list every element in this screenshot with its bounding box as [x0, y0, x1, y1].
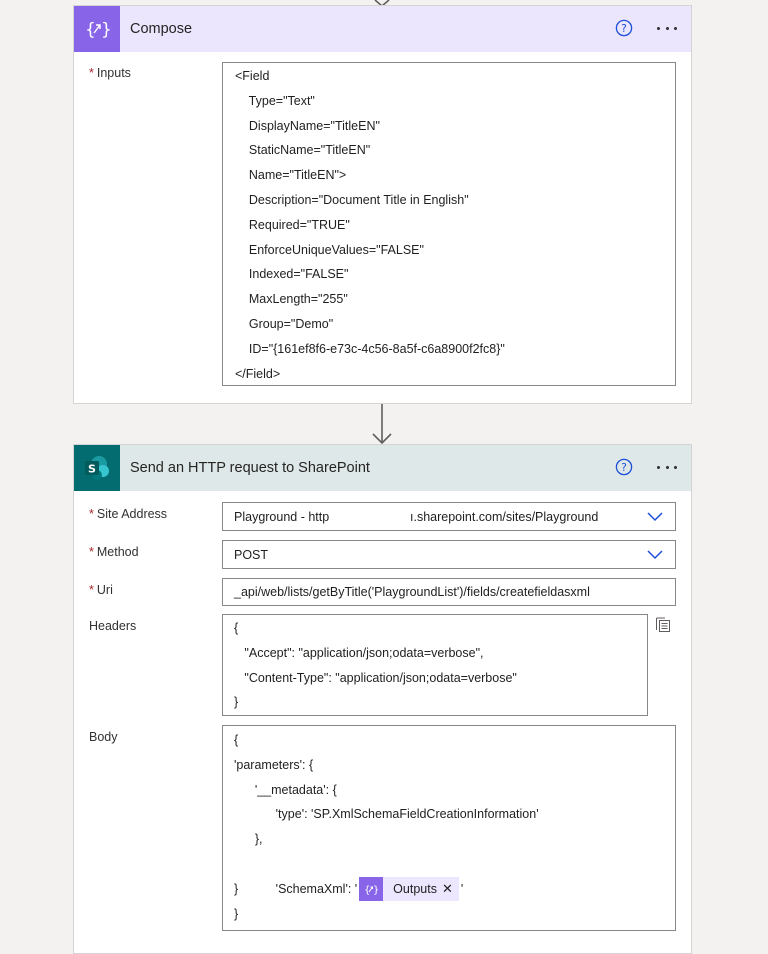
inputs-label: * Inputs [89, 66, 131, 80]
inputs-field[interactable] [222, 62, 676, 386]
inputs-code-line: ID="{161ef8f6-e73c-4c56-8a5f-c6a8900f2fc8}" [235, 341, 505, 356]
headers-code-line: "Content-Type": "application/json;odata=verbose" [234, 670, 517, 685]
body-code-line: 'type': 'SP.XmlSchemaFieldCreationInformation' [234, 807, 539, 822]
site-address-dropdown[interactable] [222, 502, 676, 531]
help-icon[interactable] [615, 458, 633, 476]
inputs-code-line: <Field [235, 69, 270, 83]
headers-field[interactable] [222, 614, 648, 716]
chevron-down-icon[interactable] [647, 512, 663, 522]
body-code-line: }, [234, 832, 263, 847]
inputs-code-line: Required="TRUE" [235, 217, 350, 232]
switch-to-text-mode-icon[interactable] [655, 617, 671, 633]
sharepoint-icon [74, 445, 120, 491]
body-schema-line: 'SchemaXml': ' { } Outputs ✕ ' [234, 852, 675, 877]
headers-code-line: { [234, 621, 239, 635]
site-address-label: * Site Address [89, 507, 168, 521]
body-code-line: '__metadata': { [234, 782, 337, 797]
site-address-value-end: ı.sharepoint.com/sites/Playground [410, 510, 599, 524]
svg-text:S: S [88, 462, 96, 476]
inputs-code-line: EnforceUniqueValues="FALSE" [235, 242, 424, 257]
inputs-code-line: </Field> [235, 366, 281, 381]
svg-text:}: } [373, 885, 380, 897]
compose-title: Compose [130, 21, 193, 37]
outputs-token[interactable]: { } Outputs ✕ [359, 877, 459, 901]
uri-input[interactable] [222, 578, 676, 606]
body-code-line: } [234, 881, 239, 896]
svg-text:{: { [364, 885, 371, 897]
sharepoint-header[interactable] [74, 445, 691, 491]
headers-code-line: } [234, 695, 239, 710]
inputs-code-line: Group="Demo" [235, 316, 334, 331]
compose-token-icon [359, 877, 383, 901]
chevron-down-icon[interactable] [647, 550, 663, 560]
inputs-code-line: StaticName="TitleEN" [235, 143, 371, 158]
uri-label: * Uri [89, 583, 113, 597]
method-dropdown[interactable] [222, 540, 676, 569]
headers-code-line: "Accept": "application/json;odata=verbose", [234, 645, 484, 660]
inputs-code-line: Name="TitleEN"> [235, 168, 347, 183]
method-label: * Method [89, 545, 139, 559]
site-address-value: Playground - http [234, 510, 330, 524]
body-code-line: { [234, 733, 239, 747]
svg-text:?: ? [621, 23, 627, 35]
headers-label: Headers [89, 619, 137, 633]
svg-text:{: { [85, 20, 96, 40]
method-value: POST [234, 548, 269, 562]
flow-arrow-connector [370, 404, 394, 446]
uri-value: _api/web/lists/getByTitle('PlaygroundList')/fields/createfieldasxml [234, 585, 590, 599]
compose-header[interactable] [74, 6, 691, 52]
body-code-line: } [234, 906, 239, 921]
sharepoint-http-card [73, 444, 692, 954]
body-field[interactable] [222, 725, 676, 931]
compose-card [73, 5, 692, 404]
sharepoint-title: Send an HTTP request to SharePoint [130, 460, 370, 476]
more-options-icon[interactable] [655, 457, 679, 477]
inputs-code-line: MaxLength="255" [235, 292, 348, 307]
more-options-icon[interactable] [655, 18, 679, 38]
inputs-code-line: Indexed="FALSE" [235, 267, 349, 282]
inputs-code-line: Type="Text" [235, 93, 315, 108]
inputs-code-line: DisplayName="TitleEN" [235, 118, 380, 133]
inputs-code-line: Description="Document Title in English" [235, 192, 469, 207]
compose-icon [74, 6, 120, 52]
body-label: Body [89, 730, 118, 744]
body-code-line: 'parameters': { [234, 757, 314, 772]
svg-text:}: } [101, 20, 112, 40]
remove-token-icon[interactable]: ✕ [441, 881, 453, 897]
help-icon[interactable] [615, 19, 633, 37]
svg-text:?: ? [621, 462, 627, 474]
